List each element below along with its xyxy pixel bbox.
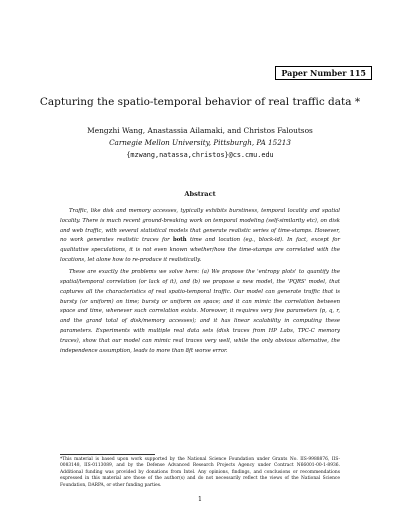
abstract-paragraph-1 xyxy=(60,207,340,266)
author-emails: {mzwang,natassa,christos}@cs.cmu.edu xyxy=(126,151,274,159)
footnote: *This material is based upon work supported by the National Science Foundation under Grants No. IIS-9988876, IIS-0083148, IIS-0113089, and by the Defense Advanced Research Projects Agency under Contract N66001-00-1-8936. Additional funding was provided by donations from Intel. Any opinions, findings, and conclusions or recommendations expressed in this material are those of the author(s) and do not necessarily reflect the views of the National Science Foundation, DARPA, or other funding parties. xyxy=(60,457,340,488)
page-number: 1 xyxy=(198,496,202,503)
affiliation: Carnegie Mellon University, Pittsburgh, PA 15213 xyxy=(109,138,291,147)
abstract-paragraph-2: These are exactly the problems we solve here: (a) We propose the 'entropy plots' to quantify the spatial/temporal correlation (or lack of it), and (b) we propose a new model, the 'PQRS' model, that captures all the characteristics of real spatio-temporal traffic. Our model can generate traffic that is bursty (or uniform) on time; bursty or uniform on space; and it can mimic the correlation between space and time, whenever such correlation exists. Moreover, it requires very few parameters (p, q, r, and the grand total of disk/memory accesses); and it has linear scalability in computing these parameters. Experiments with multiple real data sets (disk traces from HP Labs, TPC-C memory traces), show that our model can mimic real traces very well, while the only obvious alternative, the independence assumption, leads to more than 8ft worse error. xyxy=(60,269,340,354)
abstract-body xyxy=(60,207,340,359)
abstract-emphasis: both xyxy=(173,237,187,244)
paper-number-box: Paper Number 115 xyxy=(275,66,372,80)
paper-title: Capturing the spatio-temporal behavior of real traffic data * xyxy=(39,96,361,108)
footnote-rule xyxy=(60,454,155,455)
abstract-heading: Abstract xyxy=(184,190,216,198)
abstract-text: time and location (eg., block-id). In fact, except for qualitative speculations, it is not even known whether/how the time-stamps are correlated with the locations, let alone how to re-produce it realistically. xyxy=(60,237,341,263)
author-list: Mengzhi Wang, Anastassia Ailamaki, and Christos Faloutsos xyxy=(87,126,313,135)
abstract-text: Traffic, like disk and memory accesses, typically exhibits burstiness, temporal locality and spatial locality. There is much recent ground-breaking work on temporal modeling (self-similarity etc), on disk and web traffic, with several statistical models that generate realistic series of time-stamps. However, no work generates realistic traces for xyxy=(60,208,340,244)
